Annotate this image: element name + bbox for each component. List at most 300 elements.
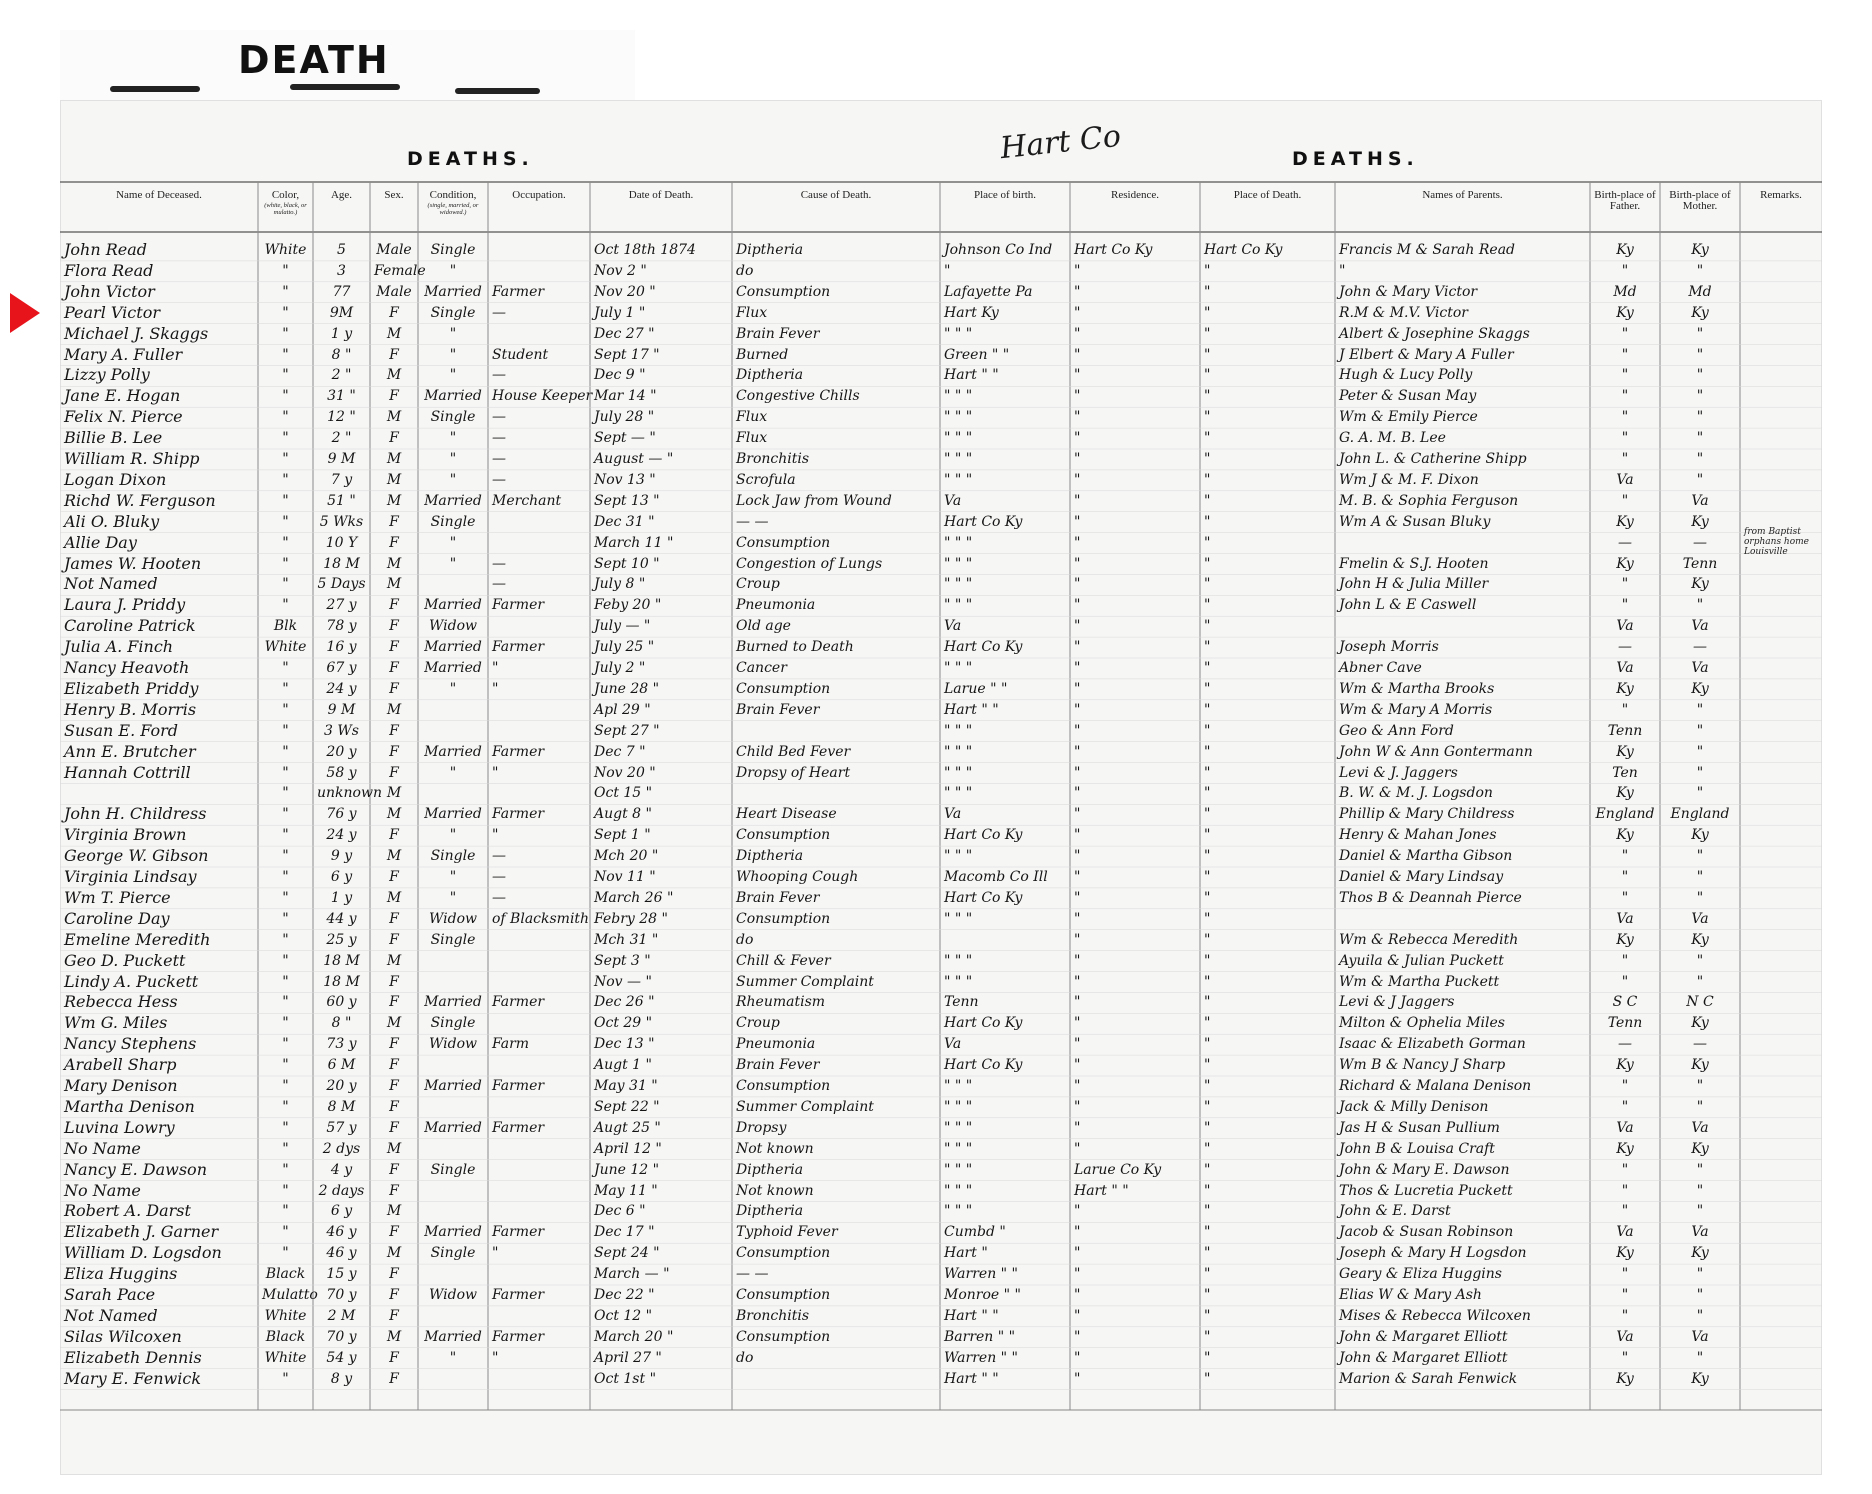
cell-date: Nov 20 " (594, 764, 656, 781)
cell-residence: " (1074, 262, 1081, 279)
cell-parents: Mises & Rebecca Wilcoxen (1339, 1307, 1531, 1324)
cell-color: " (282, 660, 289, 676)
cell-mother-birthplace: " (1696, 973, 1704, 990)
cell-birthplace: Hart " (944, 1245, 988, 1262)
cell-father-birthplace: Ky (1616, 680, 1634, 697)
cell-date: Mar 14 " (594, 388, 657, 405)
cell-condition: Married (424, 597, 482, 614)
cell-age: 2 M (327, 1307, 356, 1324)
cell-residence: " (1074, 576, 1081, 593)
cell-parents (1339, 909, 1586, 929)
cell-age: 46 y (326, 1224, 357, 1241)
cell-name: Elizabeth Priddy (64, 678, 199, 698)
cell-mother-birthplace: Ky (1691, 1015, 1709, 1032)
cell-sex: M (386, 409, 402, 426)
cell-name: Nancy E. Dawson (64, 1159, 207, 1179)
cell-mother-birthplace: " (1696, 869, 1704, 885)
cell-color: Black (265, 1266, 306, 1283)
cell-parents: Henry & Mahan Jones (1339, 827, 1497, 844)
cell-occupation: Farmer (492, 1119, 545, 1136)
cell-condition: Single (430, 1245, 476, 1262)
cell-age: 5 Wks (319, 513, 364, 530)
cell-occupation: Farmer (492, 1287, 545, 1303)
cell-name: Luvina Lowry (64, 1117, 175, 1137)
cell-age: 60 y (326, 994, 357, 1011)
cell-place-of-death: " (1204, 869, 1211, 885)
cell-residence: " (1074, 283, 1081, 300)
column-header-color (258, 190, 313, 216)
cell-condition: Married (424, 639, 482, 656)
cell-mother-birthplace: Ky (1691, 242, 1709, 258)
cell-condition: " (449, 367, 457, 384)
cell-residence: " (1074, 1203, 1081, 1220)
cell-name: John Read (64, 240, 148, 259)
cell-name: Silas Wilcoxen (64, 1326, 182, 1346)
cell-occupation (492, 240, 586, 260)
cell-father-birthplace: Va (1616, 471, 1634, 488)
cell-place-of-death: " (1204, 597, 1211, 614)
cell-date: Mch 20 " (594, 848, 659, 865)
cell-condition: " (449, 764, 457, 781)
cell-parents: Isaac & Elizabeth Gorman (1339, 1036, 1526, 1053)
cell-condition: Widow (429, 1287, 477, 1303)
cell-age: 10 Y (325, 534, 358, 551)
cell-occupation: — (492, 869, 506, 885)
cell-name: Nancy Stephens (64, 1034, 197, 1054)
cell-residence: " (1074, 1370, 1081, 1387)
cell-parents: Marion & Sarah Fenwick (1339, 1370, 1518, 1387)
cell-birthplace: Hart Co Ky (944, 889, 1023, 906)
cell-occupation: " (492, 827, 499, 844)
cell-mother-birthplace: " (1696, 785, 1704, 802)
cell-parents: Peter & Susan May (1339, 388, 1477, 405)
cell-parents: Phillip & Mary Childress (1339, 806, 1515, 823)
cell-date: June 28 " (594, 680, 660, 697)
cell-sex: F (389, 534, 399, 551)
column-header-label: Place of birth. (973, 189, 1036, 201)
cell-color: Mulatto (262, 1287, 318, 1303)
cell-age: 2 dys (322, 1140, 361, 1157)
cell-condition: Single (430, 931, 476, 948)
cell-sex: F (389, 304, 399, 321)
cell-age: 58 y (326, 764, 357, 781)
cell-place-of-death: " (1204, 1203, 1211, 1220)
cell-condition: Single (430, 409, 476, 426)
cell-residence: " (1074, 1140, 1081, 1157)
cell-age: 31 " (327, 388, 356, 405)
cell-cause: Scrofula (736, 471, 796, 488)
cell-father-birthplace: " (1621, 409, 1629, 426)
cell-name: Eliza Huggins (64, 1264, 178, 1284)
cell-residence: " (1074, 722, 1081, 739)
cell-sex: F (389, 869, 399, 885)
cell-place-of-death: " (1204, 618, 1211, 635)
cell-mother-birthplace: " (1696, 262, 1704, 279)
cell-date: Sept 22 " (594, 1098, 660, 1115)
cell-birthplace: " " " (944, 1119, 973, 1136)
cell-parents: Wm & Martha Brooks (1339, 680, 1495, 697)
cell-date: Sept 3 " (594, 952, 651, 969)
cell-place-of-death: " (1204, 660, 1211, 676)
cell-name: Jane E. Hogan (64, 386, 181, 406)
cell-place-of-death: " (1204, 388, 1211, 405)
cell-place-of-death: " (1204, 1036, 1211, 1053)
cell-father-birthplace: " (1621, 430, 1629, 447)
cell-occupation: of Blacksmith (492, 910, 590, 927)
cell-cause: Dropsy of Heart (736, 764, 851, 781)
cell-sex: F (389, 722, 399, 739)
cell-place-of-death: " (1204, 680, 1211, 697)
cell-father-birthplace: " (1621, 346, 1629, 363)
cell-sex: F (389, 1307, 399, 1324)
cell-age: 18 M (323, 973, 360, 990)
cell-color: White (264, 1349, 307, 1366)
cell-mother-birthplace: Va (1691, 660, 1709, 676)
cell-occupation: Farmer (492, 806, 545, 823)
cell-place-of-death: " (1204, 848, 1211, 865)
cell-cause: Flux (736, 409, 768, 426)
cell-condition: Single (430, 513, 476, 530)
cell-mother-birthplace: Va (1691, 1119, 1709, 1136)
cell-parents: Levi & J Jaggers (1339, 994, 1455, 1011)
cell-mother-birthplace: Va (1691, 1224, 1709, 1241)
cell-mother-birthplace: " (1696, 1287, 1704, 1303)
cell-date: Augt 25 " (594, 1119, 661, 1136)
cell-color: " (282, 1078, 289, 1094)
cell-occupation: — (492, 889, 506, 906)
cell-father-birthplace: " (1621, 1266, 1629, 1283)
cell-cause: Flux (736, 430, 768, 447)
cell-occupation (492, 512, 586, 532)
cell-name: Virginia Lindsay (64, 867, 197, 886)
cell-place-of-death: " (1204, 1245, 1211, 1262)
right-heading: DEATHS. (1292, 148, 1419, 170)
cell-father-birthplace: " (1621, 848, 1629, 865)
cell-mother-birthplace: " (1696, 471, 1704, 488)
cell-age: 2 days (318, 1182, 365, 1199)
cell-name: Mary E. Fenwick (64, 1368, 202, 1388)
cell-cause: Summer Complaint (736, 973, 874, 990)
cell-cause: do (736, 262, 754, 279)
cell-color: " (282, 262, 289, 279)
cell-cause: Typhoid Fever (736, 1224, 838, 1241)
cell-father-birthplace: — (1618, 1036, 1632, 1053)
cell-father-birthplace: " (1621, 367, 1629, 384)
cell-age: 5 Days (317, 576, 366, 593)
cell-cause: Congestive Chills (736, 388, 860, 405)
cell-color: " (282, 325, 289, 342)
cell-condition: Single (430, 848, 476, 865)
cell-sex: M (386, 555, 402, 572)
cell-place-of-death: " (1204, 1098, 1211, 1115)
cell-cause: — — (736, 1266, 769, 1283)
cell-cause (736, 1369, 936, 1389)
cell-name: No Name (64, 1180, 141, 1200)
cell-date: Feby 20 " (594, 597, 662, 614)
cell-color: " (282, 931, 289, 948)
cell-date: Dec 22 " (594, 1287, 655, 1303)
cell-color: " (282, 451, 289, 467)
cell-sex: F (389, 680, 399, 697)
cell-condition: Widow (429, 910, 477, 927)
cell-parents: Ayuila & Julian Puckett (1339, 952, 1504, 969)
cell-parents: Daniel & Mary Lindsay (1339, 869, 1504, 885)
cell-color: " (282, 1203, 289, 1220)
cell-parents: Wm A & Susan Bluky (1339, 513, 1491, 530)
cell-cause: Consumption (736, 283, 831, 300)
cell-mother-birthplace: " (1696, 1203, 1704, 1220)
cell-sex: F (389, 1161, 399, 1178)
column-header-label: Birth-place of Father. (1594, 189, 1656, 212)
cell-parents: Albert & Josephine Skaggs (1339, 325, 1530, 342)
cell-father-birthplace: " (1621, 1287, 1629, 1303)
cell-cause: Child Bed Fever (736, 743, 851, 760)
cell-parents (1339, 616, 1586, 636)
column-header-father-birthplace (1590, 190, 1660, 212)
cell-mother-birthplace: Va (1691, 618, 1709, 635)
cell-name: Rebecca Hess (64, 992, 178, 1012)
cell-father-birthplace: England (1595, 806, 1655, 823)
cell-cause: Croup (736, 576, 780, 593)
cell-color: White (264, 242, 307, 258)
cell-mother-birthplace: " (1696, 722, 1704, 739)
cell-place-of-death: " (1204, 994, 1211, 1011)
cell-birthplace: Hart " " (944, 1307, 999, 1324)
cell-age: 6 M (327, 1057, 356, 1074)
cell-condition (422, 721, 484, 741)
cell-parents: Jack & Milly Denison (1339, 1098, 1489, 1115)
cell-mother-birthplace: " (1696, 952, 1704, 969)
cell-birthplace: " " " (944, 597, 973, 614)
cell-date: Augt 8 " (594, 806, 652, 823)
cell-age: 54 y (326, 1349, 357, 1366)
cell-mother-birthplace: " (1696, 388, 1704, 405)
cell-name: Pearl Victor (64, 302, 160, 322)
cell-birthplace: Lafayette Pa (944, 283, 1033, 300)
cell-birthplace: " " " (944, 409, 973, 426)
cell-residence: " (1074, 534, 1081, 551)
cell-color: " (282, 1036, 289, 1053)
cell-color: " (282, 409, 289, 426)
cell-father-birthplace: Ky (1616, 513, 1634, 530)
cell-mother-birthplace: — (1693, 1036, 1707, 1053)
cell-color: " (282, 513, 289, 530)
cell-place-of-death: " (1204, 534, 1211, 551)
cell-mother-birthplace: Va (1691, 492, 1709, 509)
cell-color: " (282, 1245, 289, 1262)
cell-parents: Daniel & Martha Gibson (1339, 848, 1513, 865)
cell-color: " (282, 722, 289, 739)
cell-color: " (282, 1182, 289, 1199)
cell-birthplace: " " " (944, 430, 973, 447)
cell-sex: M (386, 492, 402, 509)
cell-place-of-death: " (1204, 1287, 1211, 1303)
cell-parents: B. W. & M. J. Logsdon (1339, 785, 1493, 802)
cell-mother-birthplace: Va (1691, 1328, 1709, 1345)
cell-name: Julia A. Finch (64, 637, 174, 657)
cell-sex: F (389, 1287, 399, 1303)
cell-condition: Married (424, 743, 482, 760)
cell-condition: " (449, 889, 457, 906)
cell-father-birthplace: " (1621, 451, 1629, 467)
cell-sex: M (386, 367, 402, 384)
cell-father-birthplace: Va (1616, 618, 1634, 635)
cell-cause: Consumption (736, 534, 831, 551)
cell-condition: Married (424, 492, 482, 509)
cell-mother-birthplace: Ky (1691, 931, 1709, 948)
cell-condition: " (449, 555, 457, 572)
cell-date: July 28 " (594, 409, 655, 426)
cell-condition: Single (430, 242, 476, 258)
cell-date: Nov 2 " (594, 262, 647, 279)
cell-date: April 27 " (594, 1349, 662, 1366)
cell-date: Oct 12 " (594, 1307, 653, 1324)
cell-residence: " (1074, 618, 1081, 635)
cell-place-of-death: " (1204, 367, 1211, 384)
cell-parents: R.M & M.V. Victor (1339, 304, 1468, 321)
cell-place-of-death: " (1204, 743, 1211, 760)
cell-parents: Jacob & Susan Robinson (1339, 1224, 1514, 1241)
cell-cause: Diptheria (736, 848, 804, 865)
cell-mother-birthplace: — (1693, 534, 1707, 551)
cell-residence: " (1074, 492, 1081, 509)
cell-age: 70 y (326, 1287, 357, 1303)
cell-name: Flora Read (64, 260, 154, 280)
cell-place-of-death: " (1204, 262, 1211, 279)
column-header-label: Residence. (1111, 189, 1159, 201)
cell-parents (1339, 533, 1586, 553)
cell-place-of-death: " (1204, 1161, 1211, 1178)
cell-condition (422, 783, 484, 803)
cell-mother-birthplace: " (1696, 451, 1704, 467)
cell-color: " (282, 576, 289, 593)
cell-date: Mch 31 " (594, 931, 659, 948)
cell-color: " (282, 430, 289, 447)
cell-condition: Married (424, 660, 482, 676)
cell-cause: Not known (736, 1182, 814, 1199)
cell-condition: " (449, 1349, 457, 1366)
cell-sex: F (389, 388, 399, 405)
cell-color: " (282, 283, 289, 300)
cell-condition: Married (424, 806, 482, 823)
cell-name: Nancy Heavoth (64, 658, 190, 677)
cell-name: Mary A. Fuller (64, 344, 183, 364)
cell-parents: Joseph Morris (1339, 639, 1439, 656)
cell-residence: " (1074, 1015, 1081, 1032)
cell-occupation (492, 1139, 586, 1159)
cell-name: Caroline Day (64, 908, 170, 928)
column-header-residence (1070, 190, 1200, 201)
column-header-label: Date of Death. (628, 189, 694, 201)
cell-occupation: Farmer (492, 743, 545, 760)
cell-birthplace: Hart Co Ky (944, 1057, 1023, 1074)
row-pointer-arrow-icon (10, 293, 40, 333)
county-annotation: Hart Co (998, 118, 1123, 167)
cell-father-birthplace: — (1618, 534, 1632, 551)
cell-place-of-death: " (1204, 1307, 1211, 1324)
cell-father-birthplace: Ky (1616, 743, 1634, 760)
cell-color: " (282, 534, 289, 551)
cell-father-birthplace: Md (1613, 283, 1637, 300)
cell-date: Febry 28 " (594, 910, 668, 927)
cell-age: 18 M (323, 555, 360, 572)
cell-parents: Jas H & Susan Pullium (1339, 1119, 1500, 1136)
cell-residence: " (1074, 597, 1081, 614)
cell-birthplace: Hart Co Ky (944, 513, 1023, 530)
cell-occupation: — (492, 430, 506, 447)
cell-father-birthplace: Ky (1616, 931, 1634, 948)
cell-place-of-death: " (1204, 806, 1211, 823)
cell-date: July 8 " (594, 576, 646, 593)
cell-birthplace: " " " (944, 388, 973, 405)
column-header-sex (370, 190, 418, 201)
cell-name: Mary Denison (64, 1076, 178, 1095)
cell-cause: do (736, 1349, 754, 1366)
cell-occupation (492, 1181, 586, 1201)
cell-occupation: — (492, 555, 506, 572)
cell-residence: " (1074, 785, 1081, 802)
cell-parents: John & E. Darst (1339, 1203, 1451, 1220)
cell-birthplace: " (944, 262, 951, 279)
cell-name: Robert A. Darst (64, 1201, 191, 1221)
cell-occupation: Farmer (492, 1078, 545, 1094)
cell-cause: Burned to Death (736, 639, 854, 656)
cell-color: " (282, 1015, 289, 1032)
column-header-age (313, 190, 370, 201)
cell-occupation: Farmer (492, 1328, 545, 1345)
cell-color: " (282, 555, 289, 572)
cell-sex: F (389, 1182, 399, 1199)
column-header-label: Cause of Death. (800, 189, 872, 201)
cell-age: 24 y (326, 827, 357, 844)
cell-cause: Pneumonia (736, 597, 816, 614)
cell-mother-birthplace: " (1696, 409, 1704, 426)
cell-sex: F (389, 597, 399, 614)
cell-father-birthplace: Ky (1616, 304, 1634, 321)
cell-mother-birthplace: " (1696, 1098, 1704, 1115)
cell-birthplace: Tenn (944, 994, 979, 1011)
cell-place-of-death: " (1204, 555, 1211, 572)
cell-occupation: — (492, 304, 506, 321)
cell-parents: Joseph & Mary H Logsdon (1339, 1245, 1527, 1262)
cell-father-birthplace: " (1621, 1203, 1629, 1220)
cell-place-of-death: " (1204, 471, 1211, 488)
cell-birthplace: " " " (944, 1140, 973, 1157)
cell-place-of-death: " (1204, 492, 1211, 509)
cell-residence: " (1074, 994, 1081, 1011)
cell-occupation (492, 1055, 586, 1075)
cell-sex: M (386, 701, 402, 718)
cell-parents: Geo & Ann Ford (1339, 722, 1454, 739)
cell-sex: F (389, 430, 399, 447)
cell-name (64, 783, 254, 803)
cell-cause: Consumption (736, 1245, 831, 1262)
cell-age: 20 y (326, 1078, 357, 1094)
cell-sex: Male (376, 242, 412, 258)
cell-place-of-death: " (1204, 639, 1211, 656)
cell-occupation (492, 324, 586, 344)
cell-condition: " (449, 869, 457, 885)
cell-place-of-death: " (1204, 701, 1211, 718)
cell-date: Augt 1 " (594, 1057, 652, 1074)
cell-condition: " (449, 534, 457, 551)
cell-age: 67 y (326, 660, 357, 676)
column-header-sub: (white, black, or mulatto.) (264, 202, 307, 216)
cell-occupation: — (492, 576, 506, 593)
cell-place-of-death: " (1204, 1078, 1211, 1094)
cell-condition: Married (424, 1078, 482, 1094)
cell-date: Oct 15 " (594, 785, 653, 802)
